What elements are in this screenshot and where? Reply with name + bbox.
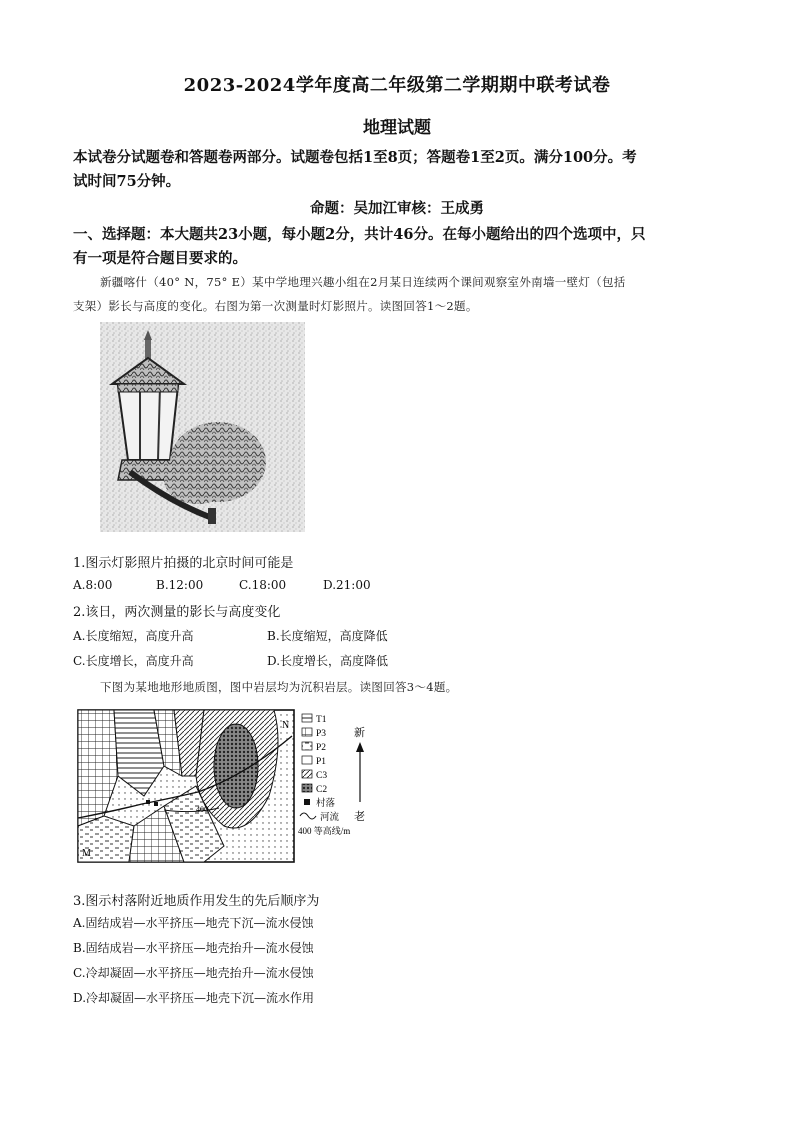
q3-option-d[interactable]: D.冷却凝固—水平挤压—地壳下沉—流水作用 [73, 991, 315, 1005]
legend-item-village [304, 797, 336, 809]
q3-option-b[interactable]: B.固结成岩—水平挤压—地壳抬升—流水侵蚀 [73, 941, 314, 955]
material-2: 下图为某地地形地质图，图中岩层均为沉积岩层。读图回答3～4题。 [100, 680, 458, 694]
legend-item-c2 [302, 784, 327, 795]
legend-item-t1 [302, 714, 327, 725]
intro-line-2: 试时间75分钟。 [73, 173, 181, 190]
geologic-map [74, 706, 379, 876]
q3-option-c[interactable]: C.冷却凝固—水平挤压—地壳抬升—流水侵蚀 [73, 966, 314, 980]
arrow-head-icon [356, 742, 364, 752]
legend-item-p2 [302, 742, 326, 753]
material-1-line-1: 新疆喀什（40° N，75° E）某中学地理兴趣小组在2月某日连续两个课间观察室外南墙一壁灯（包括 [100, 275, 626, 289]
q1-option-d[interactable]: D.21:00 [323, 578, 371, 592]
legend-label-contour: 400 等高线/m [298, 826, 351, 836]
legend-item-c3 [302, 770, 327, 781]
legend-item-p3 [302, 728, 326, 739]
section-heading-line-1: 一、选择题：本大题共23小题，每小题2分，共计46分。在每小题给出的四个选项中，只 [73, 226, 646, 243]
q1-option-b[interactable]: B.12:00 [156, 578, 204, 592]
subject-title: 地理试题 [363, 118, 431, 138]
q3-option-a[interactable]: A.固结成岩—水平挤压—地壳下沉—流水侵蚀 [73, 916, 314, 930]
legend-label-p3: P3 [316, 729, 327, 739]
q2-option-b[interactable]: B.长度缩短，高度降低 [267, 629, 388, 643]
map-legend [298, 714, 365, 836]
legend-label-p1: P1 [316, 757, 327, 767]
lamp-shadow-photo [100, 322, 305, 532]
q2-option-a[interactable]: A.长度缩短，高度升高 [73, 629, 194, 643]
legend-label-c2: C2 [316, 785, 328, 795]
q1-option-a[interactable]: A.8:00 [73, 578, 113, 592]
q2-option-d[interactable]: D.长度增长，高度降低 [267, 654, 389, 668]
arrow-label-new: 新 [354, 727, 365, 739]
legend-label-river: 河流 [320, 813, 340, 823]
legend-label-t1: T1 [316, 715, 327, 725]
question-1-stem: 1.图示灯影照片拍摄的北京时间可能是 [73, 556, 294, 571]
q2-option-c[interactable]: C.长度增长，高度升高 [73, 654, 194, 668]
legend-label-p2: P2 [316, 743, 327, 753]
arrow-label-old: 老 [354, 811, 365, 823]
legend-item-river [300, 811, 340, 823]
authors-line: 命题：吴加江审核：王成勇 [310, 200, 484, 217]
intro-line-1: 本试卷分试题卷和答题卷两部分。试题卷包括1至8页；答题卷1至2页。满分100分。考 [73, 149, 637, 166]
legend-label-c3: C3 [316, 771, 328, 781]
corner-m-label: M [82, 848, 91, 859]
map-frame [78, 710, 294, 862]
legend-item-p1 [302, 756, 326, 767]
question-2-stem: 2.该日，两次测量的影长与高度变化 [73, 605, 281, 620]
age-arrow [354, 726, 365, 823]
exam-title: 2023-2024学年度高二年级第二学期期中联考试卷 [183, 75, 611, 96]
legend-label-village: 村落 [316, 799, 336, 809]
section-heading-line-2: 有一项是符合题目要求的。 [73, 250, 247, 267]
legend-item-contour [298, 825, 350, 836]
question-3-stem: 3.图示村落附近地质作用发生的先后顺序为 [73, 894, 320, 909]
material-1-line-2: 支架）影长与高度的变化。右图为第一次测量时灯影照片。读图回答1～2题。 [73, 299, 478, 313]
contour-value-label: 400 [196, 805, 208, 814]
q1-option-c[interactable]: C.18:00 [239, 578, 287, 592]
north-label: N [282, 720, 290, 731]
